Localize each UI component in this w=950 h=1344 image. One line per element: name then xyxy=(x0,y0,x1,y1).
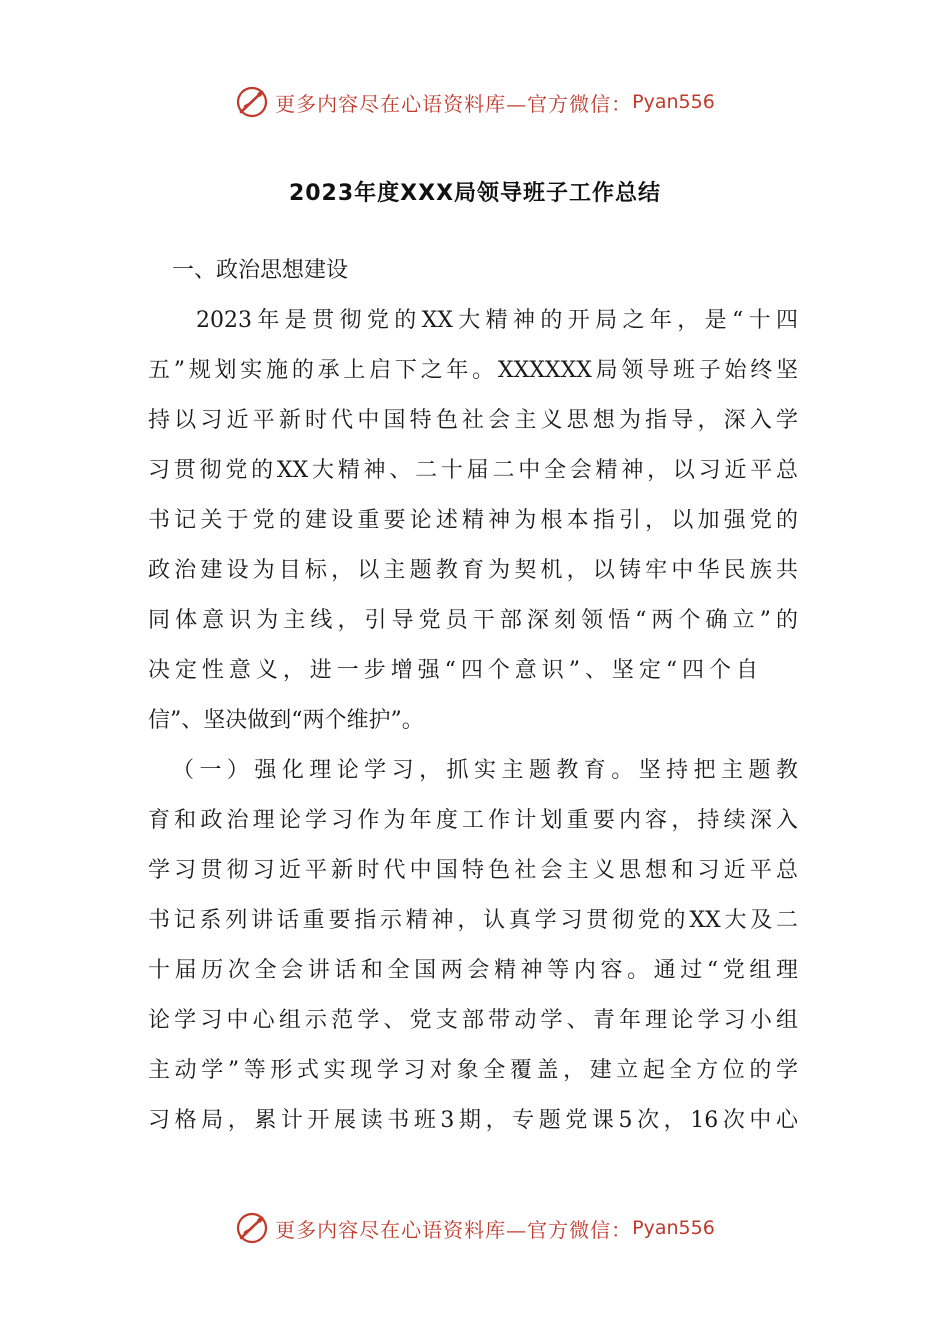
paragraph-line: 学习贯彻习近平新时代中国特色社会主义思想和习近平总 xyxy=(148,858,798,883)
paragraph-line: 习格局，累计开展读书班3期，专题党课5次，16次中心 xyxy=(148,1108,798,1133)
paragraph-line: 育和政治理论学习作为年度工作计划重要内容，持续深入 xyxy=(148,808,798,833)
watermark-banner-bottom xyxy=(0,1208,950,1248)
section-heading: 一、政治思想建设 xyxy=(172,258,349,283)
wechat-id: Pyan556 xyxy=(632,91,715,113)
paragraph-line: 习贯彻党的XX大精神、二十届二中全会精神，以习近平总 xyxy=(148,458,798,483)
paragraph-line: 同体意识为主线，引导党员干部深刻领悟“两个确立”的 xyxy=(148,608,798,633)
wechat-id: Pyan556 xyxy=(632,1217,715,1239)
document-title: 2023年度XXX局领导班子工作总结 xyxy=(288,181,662,206)
paragraph-line: 五”规划实施的承上启下之年。XXXXXX局领导班子始终坚 xyxy=(148,358,798,383)
pen-logo-icon xyxy=(235,1211,269,1245)
subsection-heading-line: （一）强化理论学习，抓实主题教育。坚持把主题教 xyxy=(172,758,798,783)
paragraph-line: 2023年是贯彻党的XX大精神的开局之年，是“十四 xyxy=(196,308,798,333)
banner-text: 更多内容尽在心语资料库—官方微信： xyxy=(275,1217,633,1242)
watermark-banner-top xyxy=(0,82,950,122)
banner-text: 更多内容尽在心语资料库—官方微信： xyxy=(275,91,633,116)
paragraph-line: 政治建设为目标，以主题教育为契机，以铸牢中华民族共 xyxy=(148,558,798,583)
paragraph-line: 持以习近平新时代中国特色社会主义思想为指导，深入学 xyxy=(148,408,798,433)
paragraph-line: 主动学”等形式实现学习对象全覆盖，建立起全方位的学 xyxy=(148,1058,798,1083)
paragraph-line: 信”、坚决做到“两个维护”。 xyxy=(148,708,424,733)
paragraph-line: 论学习中心组示范学、党支部带动学、青年理论学习小组 xyxy=(148,1008,798,1033)
paragraph-line: 书记系列讲话重要指示精神，认真学习贯彻党的XX大及二 xyxy=(148,908,798,933)
pen-logo-icon xyxy=(235,85,269,119)
paragraph-line: 十届历次全会讲话和全国两会精神等内容。通过“党组理 xyxy=(148,958,798,983)
paragraph-line: 决定性意义，进一步增强“四个意识”、坚定“四个自 xyxy=(148,658,758,683)
paragraph-line: 书记关于党的建设重要论述精神为根本指引，以加强党的 xyxy=(148,508,798,533)
